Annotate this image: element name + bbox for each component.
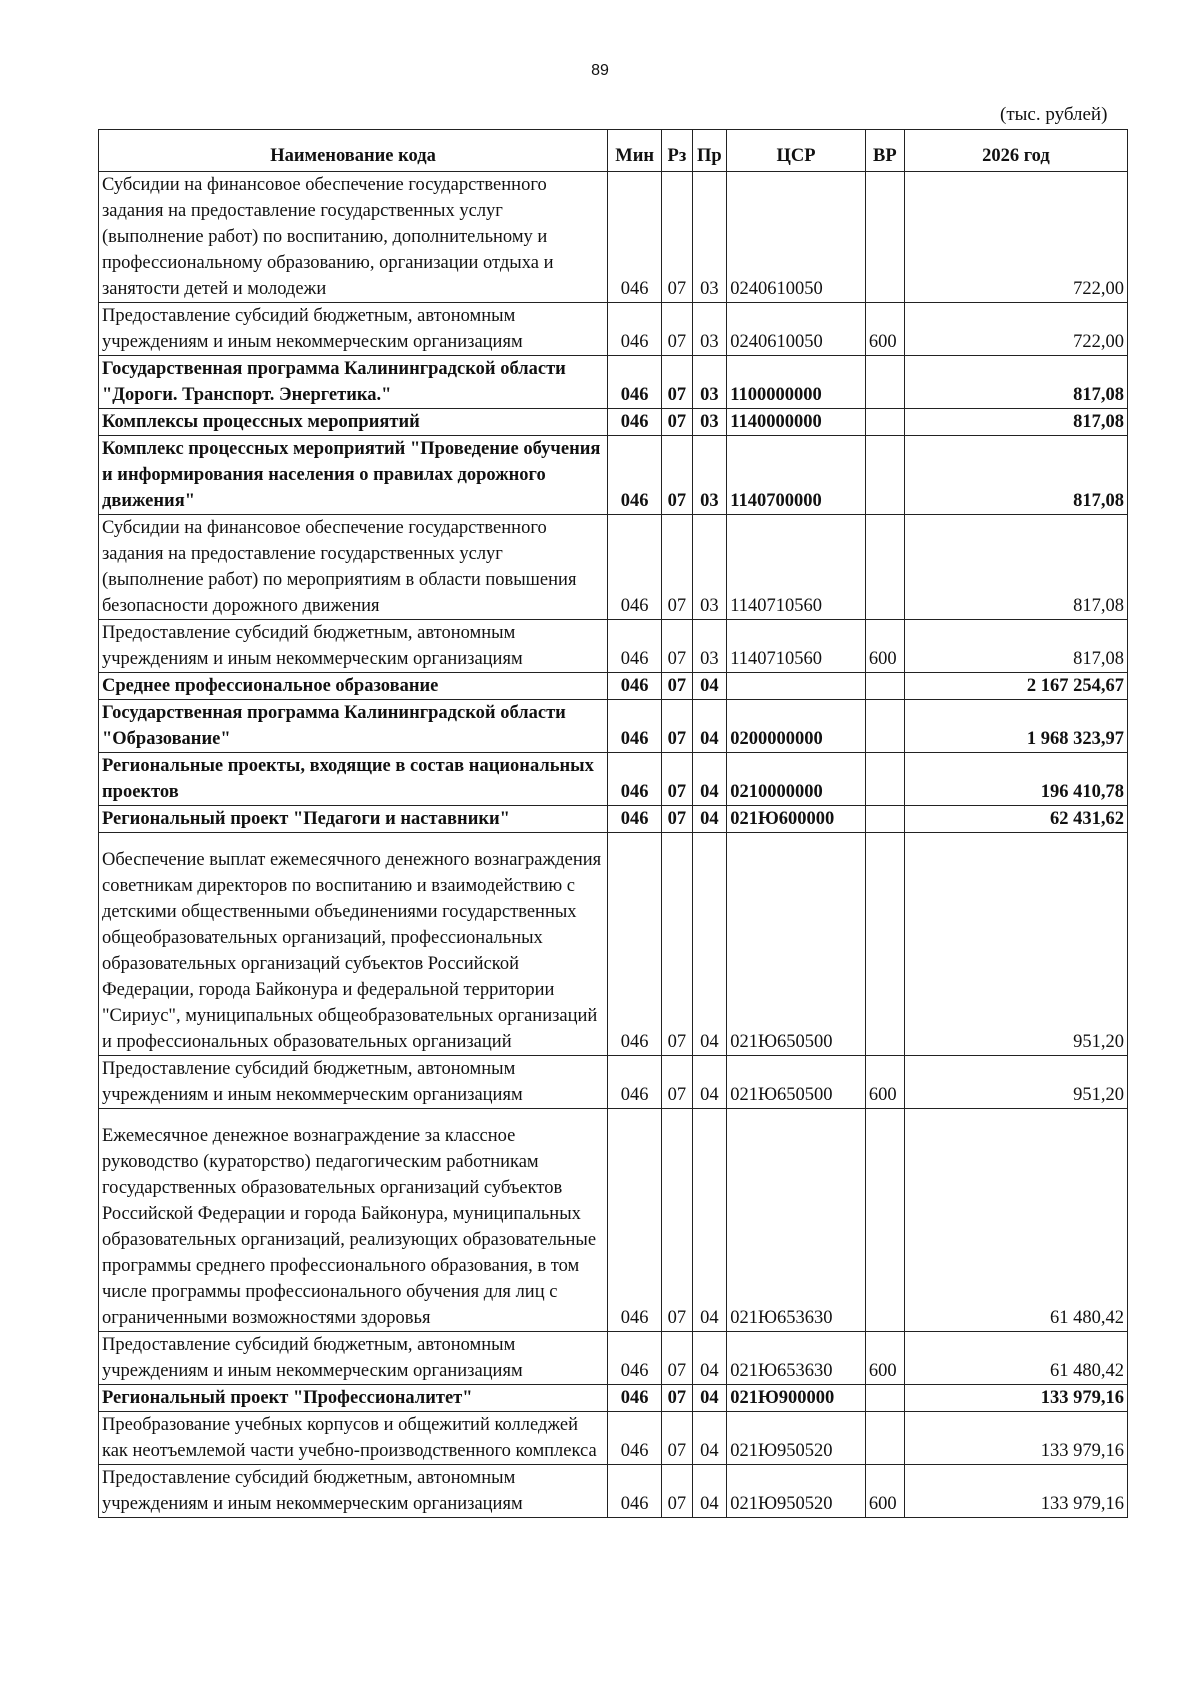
row-min: 046 <box>608 753 662 806</box>
row-amount: 62 431,62 <box>904 806 1127 833</box>
row-min: 046 <box>608 1109 662 1332</box>
row-name: Предоставление субсидий бюджетным, автономным учреждениям и иным некоммерческим организациям <box>99 620 608 673</box>
row-amount: 951,20 <box>904 833 1127 1056</box>
row-amount: 722,00 <box>904 172 1127 303</box>
table-row <box>99 753 1128 806</box>
row-rz: 07 <box>662 753 692 806</box>
row-pr: 04 <box>692 700 727 753</box>
row-pr: 03 <box>692 515 727 620</box>
row-vr: 600 <box>865 1332 904 1385</box>
row-csr: 1140710560 <box>727 620 866 673</box>
header-rz: Рз <box>662 130 692 172</box>
row-min: 046 <box>608 673 662 700</box>
row-csr: 0210000000 <box>727 753 866 806</box>
row-rz: 07 <box>662 700 692 753</box>
row-min: 046 <box>608 1412 662 1465</box>
row-name: Среднее профессиональное образование <box>99 673 608 700</box>
table-row <box>99 1385 1128 1412</box>
table-row <box>99 515 1128 620</box>
row-csr: 021Ю653630 <box>727 1332 866 1385</box>
header-pr: Пр <box>692 130 727 172</box>
row-min: 046 <box>608 436 662 515</box>
row-rz: 07 <box>662 1412 692 1465</box>
row-csr: 1100000000 <box>727 356 866 409</box>
row-csr: 021Ю950520 <box>727 1465 866 1518</box>
row-vr <box>865 673 904 700</box>
row-pr: 04 <box>692 833 727 1056</box>
row-pr: 04 <box>692 1332 727 1385</box>
row-csr: 1140000000 <box>727 409 866 436</box>
row-pr: 03 <box>692 409 727 436</box>
row-vr <box>865 436 904 515</box>
row-vr: 600 <box>865 303 904 356</box>
row-min: 046 <box>608 515 662 620</box>
row-rz: 07 <box>662 303 692 356</box>
row-amount: 2 167 254,67 <box>904 673 1127 700</box>
row-vr: 600 <box>865 1465 904 1518</box>
row-min: 046 <box>608 1385 662 1412</box>
row-min: 046 <box>608 356 662 409</box>
row-name: Комплексы процессных мероприятий <box>99 409 608 436</box>
row-min: 046 <box>608 833 662 1056</box>
table-row <box>99 1412 1128 1465</box>
row-rz: 07 <box>662 1109 692 1332</box>
row-pr: 04 <box>692 806 727 833</box>
row-amount: 196 410,78 <box>904 753 1127 806</box>
row-amount: 1 968 323,97 <box>904 700 1127 753</box>
units-label: (тыс. рублей) <box>1000 104 1108 125</box>
row-vr <box>865 1385 904 1412</box>
row-rz: 07 <box>662 833 692 1056</box>
row-rz: 07 <box>662 1385 692 1412</box>
row-rz: 07 <box>662 515 692 620</box>
table-row <box>99 409 1128 436</box>
row-amount: 722,00 <box>904 303 1127 356</box>
row-amount: 133 979,16 <box>904 1465 1127 1518</box>
row-pr: 04 <box>692 1412 727 1465</box>
row-csr: 0240610050 <box>727 303 866 356</box>
row-name: Комплекс процессных мероприятий "Проведение обучения и информирования населения о правилах дорожного движения" <box>99 436 608 515</box>
header-name: Наименование кода <box>99 130 608 172</box>
row-min: 046 <box>608 806 662 833</box>
row-pr: 04 <box>692 753 727 806</box>
row-name: Региональный проект "Педагоги и наставники" <box>99 806 608 833</box>
table-row <box>99 436 1128 515</box>
row-name: Обеспечение выплат ежемесячного денежного вознаграждения советникам директоров по воспитанию и взаимодействию с детскими общественными объединениями государственных общеобразовательных организаций, профессиональных образовательных организаций субъектов Российской Федерации, города Байконура и федеральной территории "Сириус", муниципальных общеобразовательных организаций и профессиональных образовательных организаций <box>99 833 608 1056</box>
table-row <box>99 303 1128 356</box>
row-amount: 817,08 <box>904 515 1127 620</box>
page-number: 89 <box>591 62 609 79</box>
row-name: Предоставление субсидий бюджетным, автономным учреждениям и иным некоммерческим организациям <box>99 1056 608 1109</box>
table-row <box>99 806 1128 833</box>
table-row <box>99 1332 1128 1385</box>
row-vr <box>865 1412 904 1465</box>
row-min: 046 <box>608 620 662 673</box>
row-rz: 07 <box>662 409 692 436</box>
row-amount: 817,08 <box>904 620 1127 673</box>
row-csr: 021Ю900000 <box>727 1385 866 1412</box>
row-min: 046 <box>608 172 662 303</box>
row-vr <box>865 806 904 833</box>
row-pr: 04 <box>692 1385 727 1412</box>
row-vr <box>865 700 904 753</box>
header-min: Мин <box>608 130 662 172</box>
row-amount: 61 480,42 <box>904 1332 1127 1385</box>
row-pr: 04 <box>692 1109 727 1332</box>
row-name: Субсидии на финансовое обеспечение государственного задания на предоставление государственных услуг (выполнение работ) по воспитанию, дополнительному и профессиональному образованию, организации отдыха и занятости детей и молодежи <box>99 172 608 303</box>
table-row <box>99 1465 1128 1518</box>
row-name: Предоставление субсидий бюджетным, автономным учреждениям и иным некоммерческим организациям <box>99 1465 608 1518</box>
row-name: Ежемесячное денежное вознаграждение за классное руководство (кураторство) педагогическим работникам государственных образовательных организаций субъектов Российской Федерации и города Байконура, муниципальных образовательных организаций, реализующих образовательные программы среднего профессионального образования, в том числе программы профессионального обучения для лиц с ограниченными возможностями здоровья <box>99 1109 608 1332</box>
row-pr: 03 <box>692 172 727 303</box>
row-vr <box>865 753 904 806</box>
row-name: Региональные проекты, входящие в состав национальных проектов <box>99 753 608 806</box>
row-rz: 07 <box>662 806 692 833</box>
row-amount: 817,08 <box>904 409 1127 436</box>
row-min: 046 <box>608 303 662 356</box>
row-rz: 07 <box>662 356 692 409</box>
row-amount: 61 480,42 <box>904 1109 1127 1332</box>
header-year: 2026 год <box>904 130 1127 172</box>
row-name: Субсидии на финансовое обеспечение государственного задания на предоставление государственных услуг (выполнение работ) по мероприятиям в области повышения безопасности дорожного движения <box>99 515 608 620</box>
row-rz: 07 <box>662 1332 692 1385</box>
row-name: Преобразование учебных корпусов и общежитий колледжей как неотъемлемой части учебно-производственного комплекса <box>99 1412 608 1465</box>
row-pr: 03 <box>692 436 727 515</box>
row-name: Региональный проект "Профессионалитет" <box>99 1385 608 1412</box>
row-vr <box>865 515 904 620</box>
table-row <box>99 1109 1128 1332</box>
row-rz: 07 <box>662 172 692 303</box>
row-rz: 07 <box>662 620 692 673</box>
table-row <box>99 356 1128 409</box>
row-name: Предоставление субсидий бюджетным, автономным учреждениям и иным некоммерческим организациям <box>99 1332 608 1385</box>
row-name: Государственная программа Калининградской области "Дороги. Транспорт. Энергетика." <box>99 356 608 409</box>
row-csr: 0200000000 <box>727 700 866 753</box>
row-vr: 600 <box>865 1056 904 1109</box>
row-amount: 133 979,16 <box>904 1385 1127 1412</box>
row-pr: 03 <box>692 620 727 673</box>
row-csr: 1140700000 <box>727 436 866 515</box>
row-pr: 04 <box>692 673 727 700</box>
table-row <box>99 1056 1128 1109</box>
row-amount: 133 979,16 <box>904 1412 1127 1465</box>
row-csr: 021Ю950520 <box>727 1412 866 1465</box>
row-rz: 07 <box>662 436 692 515</box>
row-rz: 07 <box>662 673 692 700</box>
row-amount: 817,08 <box>904 436 1127 515</box>
row-csr: 021Ю653630 <box>727 1109 866 1332</box>
row-min: 046 <box>608 1056 662 1109</box>
header-vr: ВР <box>865 130 904 172</box>
row-pr: 03 <box>692 356 727 409</box>
row-vr: 600 <box>865 620 904 673</box>
table-row <box>99 620 1128 673</box>
row-csr: 0240610050 <box>727 172 866 303</box>
row-pr: 03 <box>692 303 727 356</box>
row-amount: 817,08 <box>904 356 1127 409</box>
row-pr: 04 <box>692 1465 727 1518</box>
table-header-row <box>99 130 1128 172</box>
row-rz: 07 <box>662 1056 692 1109</box>
row-name: Предоставление субсидий бюджетным, автономным учреждениям и иным некоммерческим организациям <box>99 303 608 356</box>
row-vr <box>865 172 904 303</box>
row-rz: 07 <box>662 1465 692 1518</box>
row-vr <box>865 833 904 1056</box>
row-amount: 951,20 <box>904 1056 1127 1109</box>
table-row <box>99 673 1128 700</box>
row-csr: 021Ю650500 <box>727 1056 866 1109</box>
table-row <box>99 833 1128 1056</box>
table-row <box>99 172 1128 303</box>
row-pr: 04 <box>692 1056 727 1109</box>
row-vr <box>865 409 904 436</box>
row-csr <box>727 673 866 700</box>
row-min: 046 <box>608 409 662 436</box>
row-min: 046 <box>608 1332 662 1385</box>
row-vr <box>865 356 904 409</box>
row-vr <box>865 1109 904 1332</box>
table-row <box>99 700 1128 753</box>
row-min: 046 <box>608 700 662 753</box>
row-csr: 021Ю600000 <box>727 806 866 833</box>
header-csr: ЦСР <box>727 130 866 172</box>
row-min: 046 <box>608 1465 662 1518</box>
row-csr: 021Ю650500 <box>727 833 866 1056</box>
budget-table <box>98 129 1128 1518</box>
row-name: Государственная программа Калининградской области "Образование" <box>99 700 608 753</box>
row-csr: 1140710560 <box>727 515 866 620</box>
